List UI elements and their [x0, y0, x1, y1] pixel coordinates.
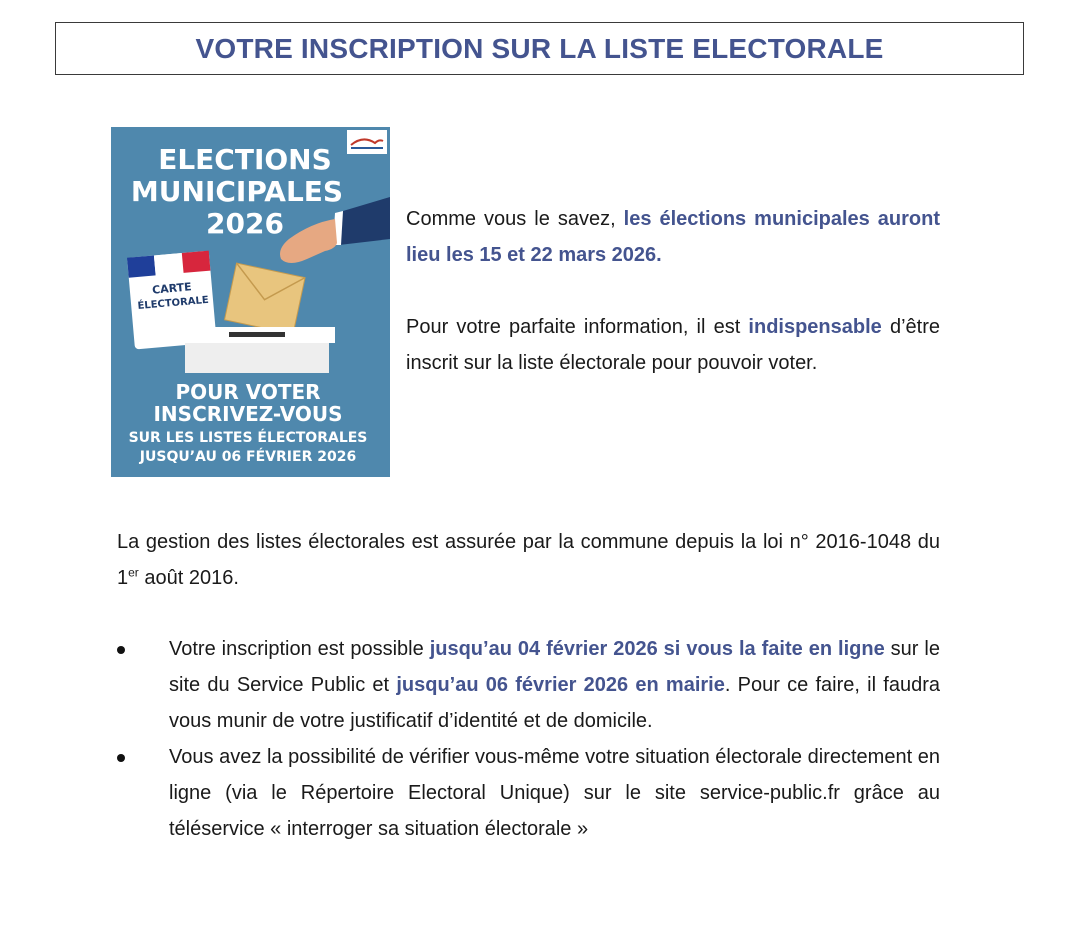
poster-year: 2026: [206, 207, 284, 240]
intro-text: d’être inscrit sur la liste électorale pour pouvoir voter.: [406, 316, 940, 374]
poster-cta3: SUR LES LISTES ÉLECTORALES: [128, 430, 368, 446]
legal-paragraph: [117, 524, 940, 596]
list-item: [117, 631, 940, 739]
legal-section: [117, 524, 940, 596]
legal-text: La gestion des listes électorales est assurée par la commune depuis la loi n° 2016-1048 du 1: [117, 531, 940, 589]
page-title-box: [55, 22, 1024, 75]
card-line1: CARTE: [151, 280, 193, 297]
legal-text: août 2016.: [138, 567, 239, 589]
list-item: [117, 739, 940, 847]
intro-text: Comme vous le savez,: [406, 208, 624, 230]
poster-line2: MUNICIPALES: [130, 175, 344, 208]
bullet-icon: [117, 754, 125, 762]
poster-cta4: JUSQU’AU 06 FÉVRIER 2026: [139, 449, 357, 465]
indispensable-highlight: indispensable: [748, 316, 882, 338]
legal-superscript: er: [128, 565, 139, 580]
intro-paragraph-2: [406, 309, 940, 381]
poster-cta2: INSCRIVEZ-VOUS: [153, 402, 343, 426]
poster-graphic: [111, 127, 390, 477]
bullet-text: . Pour ce faire, il faudra vous munir de votre justificatif d’identité et de domicile.: [169, 674, 940, 732]
election-dates-highlight: les élections municipales auront lieu les 15 et 22 mars 2026.: [406, 208, 940, 266]
ballot-box: [185, 343, 329, 373]
mairie-deadline-highlight: jusqu’au 06 février 2026 en mairie: [396, 674, 725, 696]
elections-poster: [111, 127, 390, 477]
bullet-text: sur le site du Service Public et: [169, 638, 940, 696]
online-deadline-highlight: jusqu’au 04 février 2026 si vous la faite en ligne: [429, 638, 885, 660]
bullet-list: [117, 631, 940, 847]
poster-cta1: POUR VOTER: [175, 380, 321, 404]
bullet-text: Vous avez la possibilité de vérifier vous-même votre situation électorale directement en ligne (via le Répertoire Electoral Unique) sur le site service-public.fr grâce au téléservice « interroger sa situation électorale »: [169, 746, 940, 840]
logo-badge: [347, 130, 387, 154]
bullet-text: Votre inscription est possible: [169, 638, 430, 660]
intro-paragraph-1: [406, 201, 940, 273]
intro-text: Pour votre parfaite information, il est: [406, 316, 749, 338]
bullet-icon: [117, 646, 125, 654]
card-line2: ÉLECTORALE: [137, 294, 210, 313]
poster-line1: ELECTIONS: [158, 143, 332, 176]
intro-section: [406, 201, 940, 381]
page-title: VOTRE INSCRIPTION SUR LA LISTE ELECTORALE: [195, 32, 884, 64]
